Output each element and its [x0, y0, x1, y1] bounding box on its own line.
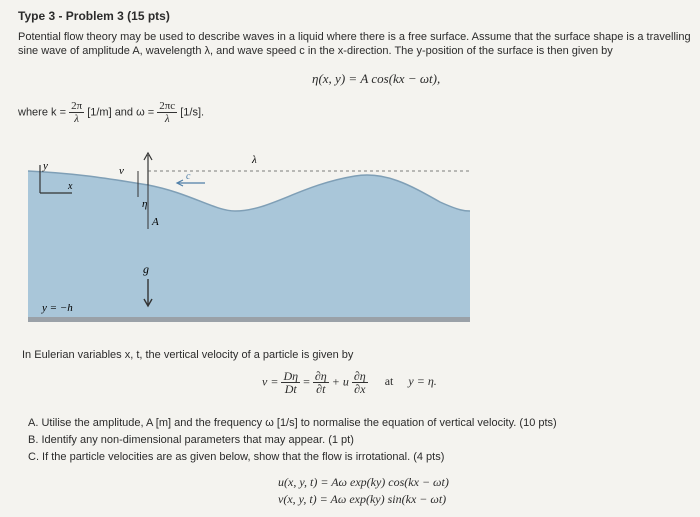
x-axis-label: x [68, 181, 73, 192]
eulerian-text: In Eulerian variables x, t, the vertical velocity of a particle is given by [22, 349, 354, 361]
velocity-lhs: v = [262, 374, 279, 389]
eta-label: η [142, 198, 148, 210]
where-definitions [18, 100, 204, 125]
bottom-wall [28, 317, 470, 322]
omega-unit: [1/s]. [180, 106, 205, 119]
velocity-equals: = [303, 374, 310, 389]
eta-equation: η(x, y) = A cos(kx − ωt), [312, 71, 441, 86]
amplitude-label: A [152, 216, 159, 228]
wave-figure [0, 145, 700, 330]
u-velocity-equation: u(x, y, t) = Aω exp(ky) cos(kx − ωt) [278, 475, 449, 489]
v-label: v [119, 165, 124, 177]
depth-label: y = −h [42, 302, 73, 314]
question-c: C. If the particle velocities are as given below, show that the flow is irrotational. (4 pts) [28, 451, 445, 463]
time-derivative [313, 370, 329, 395]
velocity-at: at [384, 374, 394, 389]
water-region [28, 171, 470, 318]
k-fraction [69, 100, 84, 125]
time-derivative-den: ∂t [316, 382, 326, 396]
question-b: B. Identify any non-dimensional parameters that may appear. (1 pt) [28, 434, 354, 446]
intro-line-2: sine wave of amplitude A, wavelength λ, and wave speed c in the x-direction. The y-position of the surface is then given by [18, 45, 613, 57]
velocity-plus-u: + u [331, 374, 349, 389]
question-a: A. Utilise the amplitude, A [m] and the frequency ω [1/s] to normalise the equation of vertical velocity. (10 pts) [28, 417, 557, 429]
omega-numerator: 2πc [159, 100, 176, 112]
material-derivative-den: Dt [284, 382, 297, 396]
v-velocity-equation: v(x, y, t) = Aω exp(ky) sin(kx − ωt) [278, 492, 447, 506]
lambda-label: λ [252, 154, 257, 166]
y-axis-label: y [43, 160, 48, 172]
k-numerator: 2π [71, 100, 83, 112]
velocity-condition: y = η. [408, 374, 437, 389]
velocity-equation [262, 370, 437, 395]
where-prefix: where k = [18, 106, 66, 119]
gravity-label: g [143, 262, 149, 276]
k-denominator: λ [74, 113, 79, 125]
omega-fraction [157, 100, 177, 125]
wave-speed-label: c [186, 171, 191, 182]
space-derivative-num: ∂η [353, 369, 366, 383]
material-derivative [281, 370, 300, 395]
omega-denominator: λ [164, 113, 170, 125]
k-unit: [1/m] and ω = [87, 106, 155, 119]
problem-title: Type 3 - Problem 3 (15 pts) [18, 9, 170, 23]
time-derivative-num: ∂η [314, 369, 327, 383]
material-derivative-num: Dη [283, 369, 299, 383]
space-derivative [352, 370, 368, 395]
intro-line-1: Potential flow theory may be used to describe waves in a liquid where there is a free surface. Assume that the surface shape is a travelling [18, 31, 691, 43]
space-derivative-den: ∂x [354, 382, 366, 396]
